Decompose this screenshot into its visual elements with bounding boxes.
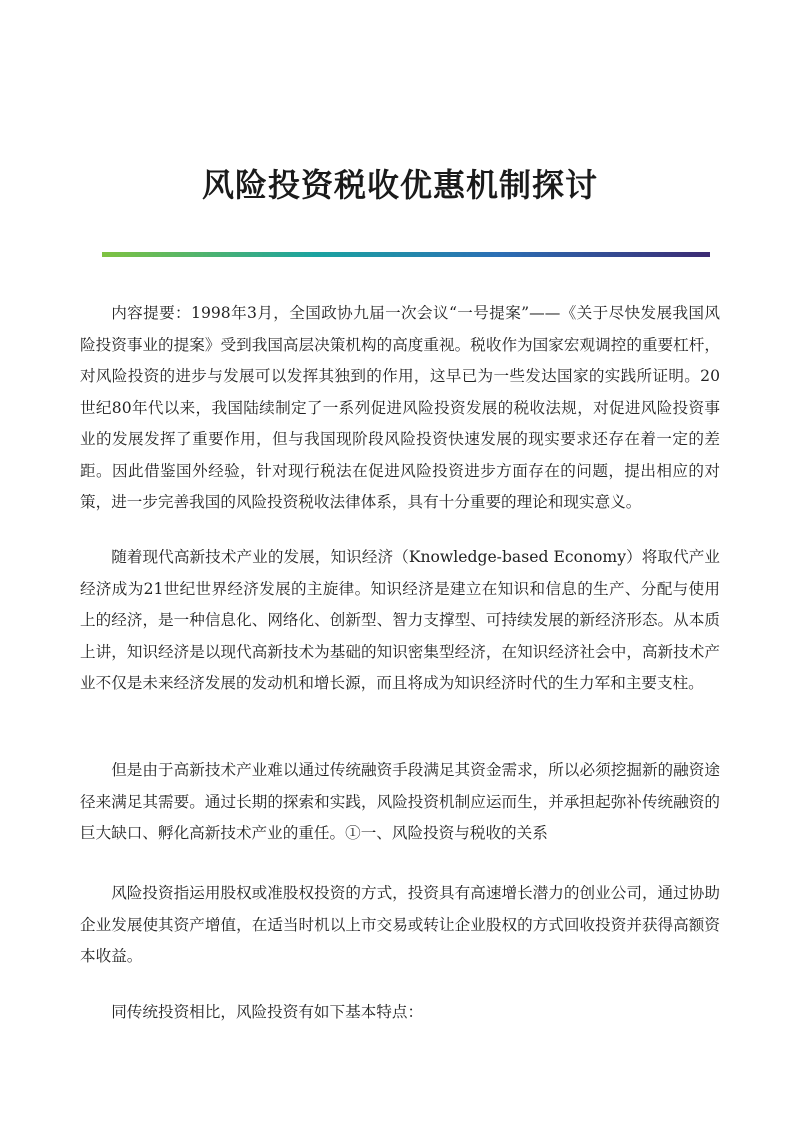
paragraph-financing: 但是由于高新技术产业难以通过传统融资手段满足其资金需求，所以必须挖掘新的融资途径来满足其需要。通过长期的探索和实践，风险投资机制应运而生，并承担起弥补传统融资的巨大缺口、孵化高新技术产业的重任。①一、风险投资与税收的关系 — [80, 761, 720, 842]
paragraph-features-intro: 同传统投资相比，风险投资有如下基本特点： — [111, 1003, 424, 1021]
document-title: 风险投资税收优惠机制探讨 — [201, 166, 598, 204]
paragraph-abstract: 内容提要：1998年3月，全国政协九届一次会议“一号提案”——《关于尽快发展我国风险投资事业的提案》受到我国高层决策机构的高度重视。税收作为国家宏观调控的重要杠杆，对风险投资的进步与发展可以发挥其独到的作用，这早已为一些发达国家的实践所证明。20世纪80年代以来，我国陆续制定了一系列促进风险投资发展的税收法规，对促进风险投资事业的发展发挥了重要作用，但与我国现阶段风险投资快速发展的现实要求还存在着一定的差距。因此借鉴国外经验，针对现行税法在促进风险投资进步方面存在的问题，提出相应的对策，进一步完善我国的风险投资税收法律体系，具有十分重要的理论和现实意义。 — [80, 304, 720, 511]
paragraph-knowledge-economy: 随着现代高新技术产业的发展，知识经济（Knowledge-based Economy）将取代产业经济成为21世纪世界经济发展的主旋律。知识经济是建立在知识和信息的生产、分配与使用上的经济，是一种信息化、网络化、创新型、智力支撑型、可持续发展的新经济形态。从本质上讲，知识经济是以现代高新技术为基础的知识密集型经济，在知识经济社会中，高新技术产业不仅是未来经济发展的发动机和增长源，而且将成为知识经济时代的生力军和主要支柱。 — [80, 548, 720, 692]
title-divider — [102, 252, 710, 257]
paragraph-venture-definition: 风险投资指运用股权或准股权投资的方式，投资具有高速增长潜力的创业公司，通过协助企业发展使其资产增值，在适当时机以上市交易或转让企业股权的方式回收投资并获得高额资本收益。 — [80, 884, 720, 965]
